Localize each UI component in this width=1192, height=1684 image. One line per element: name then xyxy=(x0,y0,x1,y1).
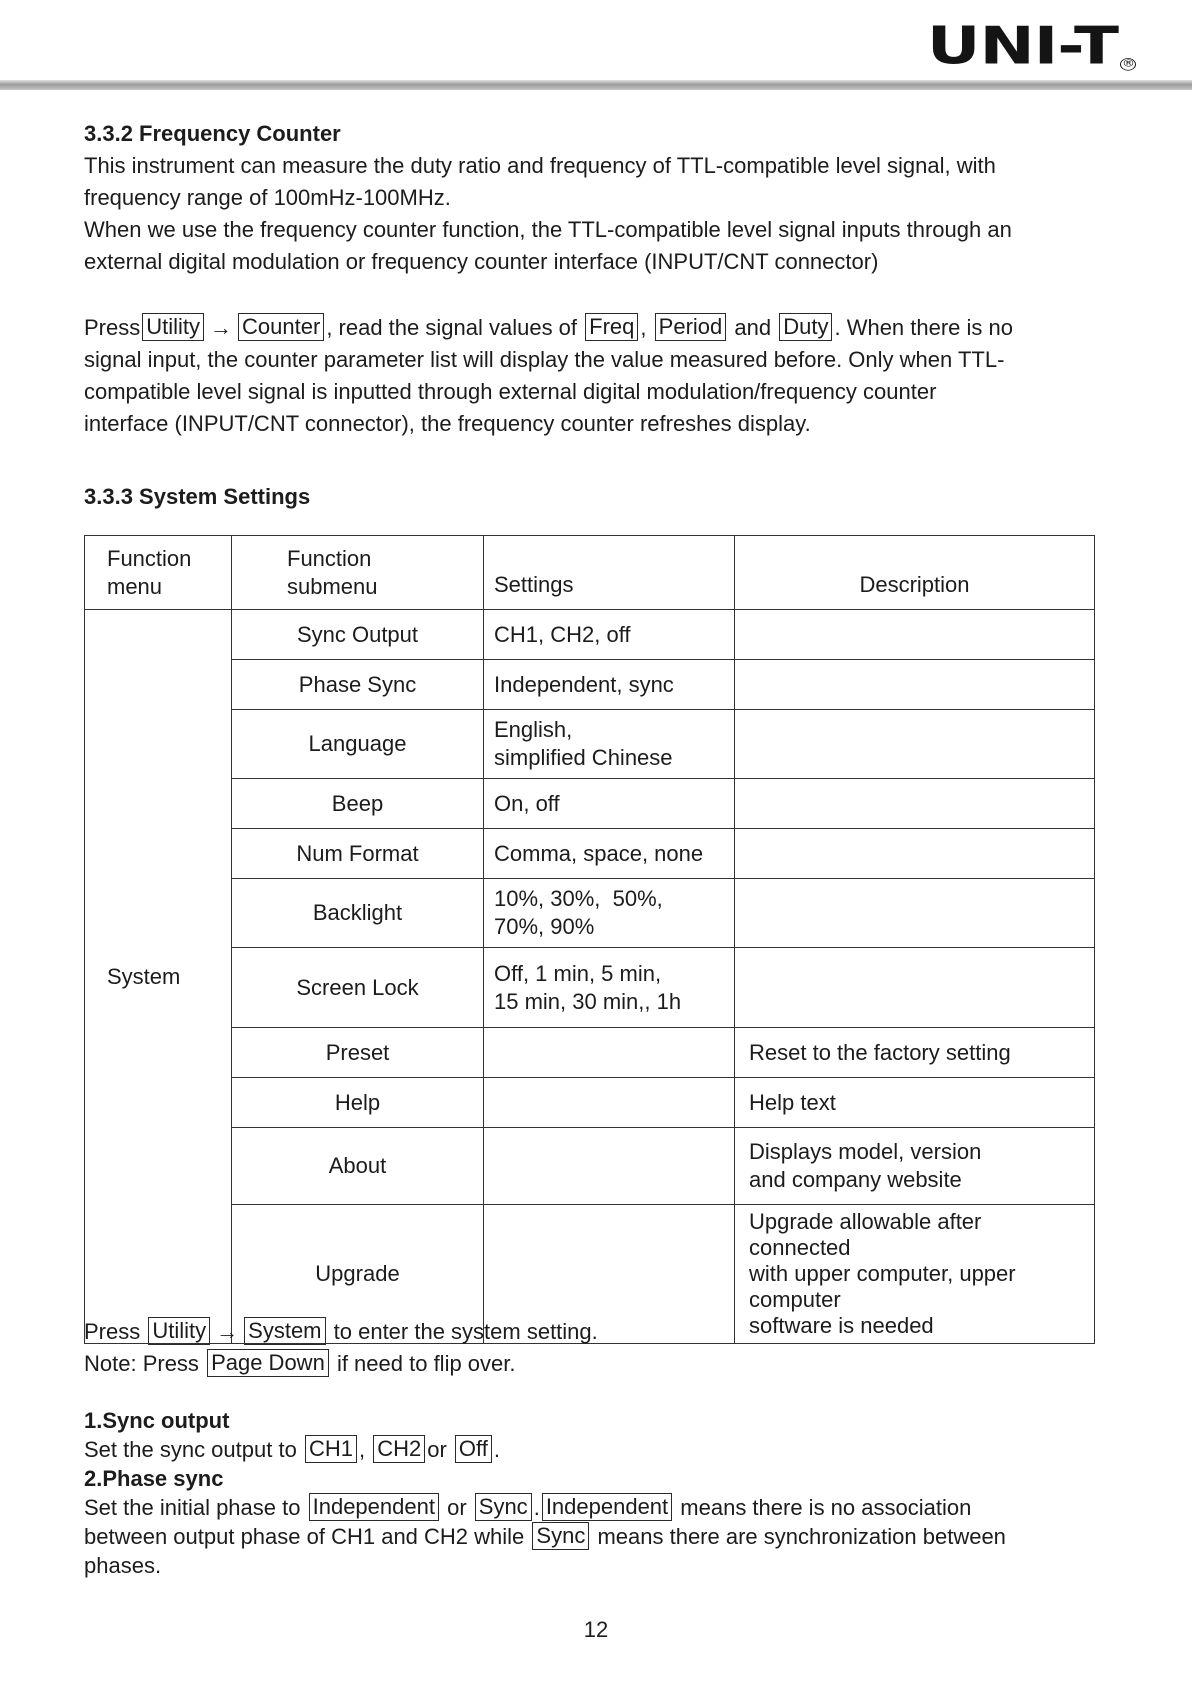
phase-sync-line xyxy=(84,1493,1114,1522)
sync-sections xyxy=(84,1406,1114,1580)
table-row xyxy=(85,879,1095,948)
header-line: submenu xyxy=(287,573,378,599)
table-row xyxy=(85,1128,1095,1205)
submenu-cell: Beep xyxy=(232,779,484,829)
instruction-line xyxy=(84,312,1114,344)
and-text: and xyxy=(734,315,772,340)
paragraph-line: This instrument can measure the duty ratio and frequency of TTL-compatible level signal, with xyxy=(84,153,996,178)
table-row xyxy=(85,610,1095,660)
description-cell xyxy=(735,610,1095,660)
description-cell xyxy=(735,829,1095,879)
spacer xyxy=(84,278,1114,312)
off-key: Off xyxy=(455,1435,492,1463)
freq-key: Freq xyxy=(585,313,638,341)
system-settings-table xyxy=(84,535,1095,1344)
table-row xyxy=(85,779,1095,829)
settings-cell xyxy=(484,829,735,879)
read-text: , read the signal values of xyxy=(326,315,578,340)
submenu-cell: Screen Lock xyxy=(232,948,484,1028)
comma-text: , xyxy=(358,1437,366,1462)
submenu-cell: Preset xyxy=(232,1028,484,1078)
period-text: . xyxy=(533,1495,540,1520)
ch1-key: CH1 xyxy=(305,1435,357,1463)
settings-line: Independent, sync xyxy=(494,671,674,697)
paragraph-line: compatible level signal is inputted through external digital modulation/frequency counter xyxy=(84,379,937,404)
submenu-cell: Sync Output xyxy=(232,610,484,660)
or-text: or xyxy=(447,1495,467,1520)
paragraph-line: interface (INPUT/CNT connector), the frequency counter refreshes display. xyxy=(84,411,811,436)
phase-sync-line: phases. xyxy=(84,1553,162,1578)
table-header-row xyxy=(85,536,1095,610)
system-key: System xyxy=(244,1317,325,1345)
settings-line: 15 min, 30 min,, 1h xyxy=(494,988,682,1014)
sync-key: Sync xyxy=(475,1493,532,1521)
phase-sync-title: 2.Phase sync xyxy=(84,1466,224,1491)
settings-cell xyxy=(484,610,735,660)
header-text: Settings xyxy=(494,572,574,597)
paragraph-line: signal input, the counter parameter list will display the value measured before. Only when TTL- xyxy=(84,347,1005,372)
description-line: with upper computer, upper computer xyxy=(749,1261,1016,1312)
section-frequency-counter xyxy=(84,118,1114,440)
description-line: Help text xyxy=(749,1089,836,1115)
header-divider xyxy=(0,80,1192,90)
phase-prefix: Set the initial phase to xyxy=(84,1495,301,1520)
note-line xyxy=(84,1348,1114,1380)
counter-key: Counter xyxy=(238,313,324,341)
menu-cell: System xyxy=(85,610,232,1344)
settings-line: English, xyxy=(494,717,573,742)
line-tail: means there are synchronization between xyxy=(597,1524,1006,1549)
settings-line: simplified Chinese xyxy=(494,745,673,770)
sync-key: Sync xyxy=(532,1522,589,1550)
period-text: . xyxy=(493,1437,500,1462)
line-prefix: between output phase of CH1 and CH2 while xyxy=(84,1524,525,1549)
instruction-line xyxy=(84,1316,1114,1348)
description-cell xyxy=(735,1028,1095,1078)
ch2-key: CH2 xyxy=(373,1435,425,1463)
settings-line: Off, 1 min, 5 min, xyxy=(494,960,662,986)
brand-logo xyxy=(927,16,1136,76)
settings-line: 10%, 30%, 50%, xyxy=(494,886,663,911)
settings-cell xyxy=(484,1028,735,1078)
arrow-right-icon: → xyxy=(210,315,233,340)
submenu-cell: Help xyxy=(232,1078,484,1128)
table-row xyxy=(85,829,1095,879)
description-line: Upgrade allowable after connected xyxy=(749,1209,982,1260)
settings-cell xyxy=(484,710,735,779)
table-row xyxy=(85,660,1095,710)
page-down-key: Page Down xyxy=(207,1349,329,1377)
note-prefix: Note: Press xyxy=(84,1351,199,1376)
settings-cell xyxy=(484,1128,735,1205)
independent-key: Independent xyxy=(542,1493,672,1521)
description-cell xyxy=(735,660,1095,710)
press-text: Press xyxy=(84,315,141,340)
settings-line: 70%, 90% xyxy=(494,914,595,939)
description-line: Displays model, version xyxy=(749,1139,982,1164)
section-title: 3.3.2 Frequency Counter xyxy=(84,121,341,146)
sync-output-title: 1.Sync output xyxy=(84,1408,230,1433)
header-line: Function xyxy=(107,545,192,571)
section-title: 3.3.3 System Settings xyxy=(84,484,311,509)
sync-output-line xyxy=(84,1435,1114,1464)
settings-cell xyxy=(484,1078,735,1128)
submenu-cell: About xyxy=(232,1128,484,1205)
submenu-cell: Num Format xyxy=(232,829,484,879)
header-function-submenu xyxy=(232,536,484,610)
settings-cell xyxy=(484,879,735,948)
table-row xyxy=(85,1078,1095,1128)
header-settings xyxy=(484,536,735,610)
paragraph-line: frequency range of 100mHz-100MHz. xyxy=(84,185,451,210)
settings-cell xyxy=(484,660,735,710)
registered-mark: ® xyxy=(1122,58,1134,70)
arrow-right-icon: → xyxy=(216,1319,239,1344)
page-number: 12 xyxy=(583,1617,609,1642)
period-key: Period xyxy=(655,313,727,341)
header-line: Function xyxy=(287,545,372,571)
utility-key: Utility xyxy=(148,1317,210,1345)
header-line: menu xyxy=(107,573,163,599)
table-row xyxy=(85,948,1095,1028)
utility-key: Utility xyxy=(142,313,204,341)
description-cell xyxy=(735,1078,1095,1128)
submenu-cell: Language xyxy=(232,710,484,779)
or-text: or xyxy=(427,1437,447,1462)
submenu-cell: Upgrade xyxy=(232,1205,484,1344)
means-text: means there is no association xyxy=(680,1495,972,1520)
description-cell xyxy=(735,779,1095,829)
description-cell xyxy=(735,1128,1095,1205)
header-function-menu xyxy=(85,536,232,610)
description-line: Reset to the factory setting xyxy=(749,1039,1011,1065)
settings-line: Comma, space, none xyxy=(494,840,704,866)
press-text: Press xyxy=(84,1319,141,1344)
comma-text: , xyxy=(640,315,647,340)
settings-line: CH1, CH2, off xyxy=(494,621,631,647)
settings-cell xyxy=(484,948,735,1028)
description-cell xyxy=(735,879,1095,948)
header-description xyxy=(735,536,1095,610)
header-text: Description xyxy=(859,572,970,597)
sync-prefix: Set the sync output to xyxy=(84,1437,297,1462)
description-line: software is needed xyxy=(749,1313,934,1338)
table-row xyxy=(85,1028,1095,1078)
settings-cell xyxy=(484,779,735,829)
logo-text: UNI-T xyxy=(926,16,1118,77)
phase-sync-line xyxy=(84,1522,1114,1551)
table-row xyxy=(85,710,1095,779)
settings-line: On, off xyxy=(494,790,560,816)
independent-key: Independent xyxy=(309,1493,439,1521)
paragraph-line: When we use the frequency counter function, the TTL-compatible level signal inputs through an xyxy=(84,217,1012,242)
tail-text: to enter the system setting. xyxy=(333,1319,598,1344)
note-tail: if need to flip over. xyxy=(336,1351,516,1376)
description-cell xyxy=(735,948,1095,1028)
submenu-cell: Phase Sync xyxy=(232,660,484,710)
paragraph-line: external digital modulation or frequency counter interface (INPUT/CNT connector) xyxy=(84,249,879,274)
submenu-cell: Backlight xyxy=(232,879,484,948)
table-body xyxy=(85,610,1095,1344)
duty-key: Duty xyxy=(779,313,832,341)
tail-text: . When there is no xyxy=(834,315,1014,340)
description-cell xyxy=(735,710,1095,779)
section-system-settings xyxy=(84,481,1114,513)
description-line: and company website xyxy=(749,1167,962,1192)
system-instructions xyxy=(84,1316,1114,1380)
